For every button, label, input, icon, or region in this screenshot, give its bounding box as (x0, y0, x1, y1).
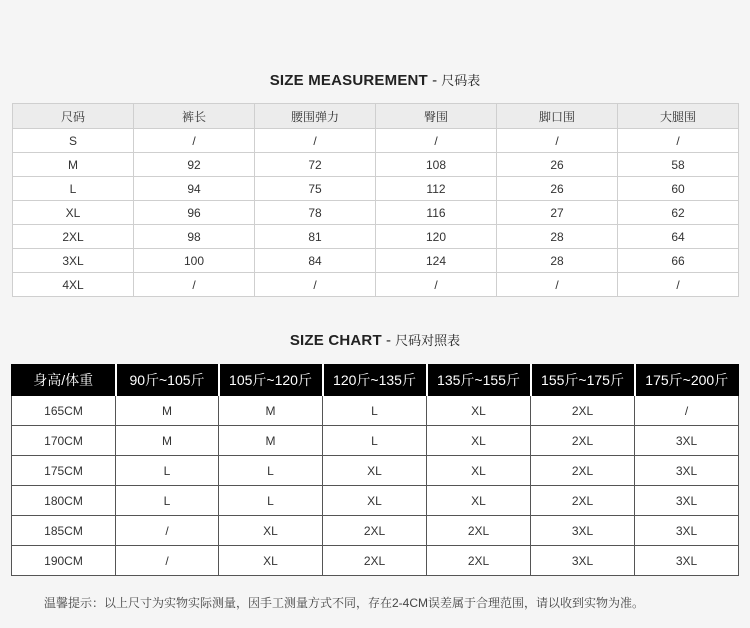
size-chart-cell: L (116, 486, 219, 516)
size-chart-row (12, 426, 739, 456)
measurement-cell: 112 (376, 177, 497, 201)
size-chart-cell: XL (427, 426, 531, 456)
size-chart-cell: 3XL (635, 456, 739, 486)
measurement-cell: 58 (618, 153, 739, 177)
chart-title-separator: - (381, 332, 396, 349)
size-chart-cell: XL (427, 486, 531, 516)
size-chart-row (12, 546, 739, 576)
size-chart-cell: XL (219, 516, 323, 546)
measurement-cell: 96 (134, 201, 255, 225)
measurement-cell: 26 (497, 153, 618, 177)
measurement-row (13, 153, 739, 177)
measurement-cell: 84 (255, 249, 376, 273)
measurement-cell-label: 3XL (13, 249, 134, 273)
chart-title-cn: 尺码对照表 (395, 333, 461, 348)
size-chart-cell: / (116, 546, 219, 576)
size-chart-cell: 3XL (531, 516, 635, 546)
measurement-cell: 81 (255, 225, 376, 249)
size-chart-cell: 2XL (427, 516, 531, 546)
measurement-title-cn: 尺码表 (441, 73, 481, 88)
size-chart-cell: L (323, 396, 427, 426)
size-chart-header-cell: 身高/体重 (12, 365, 116, 396)
measurement-cell: / (134, 129, 255, 153)
measurement-cell: 26 (497, 177, 618, 201)
size-chart-cell: 2XL (531, 456, 635, 486)
size-chart-cell: M (219, 396, 323, 426)
measurement-cell: 62 (618, 201, 739, 225)
measurement-cell: 27 (497, 201, 618, 225)
measurement-cell: / (618, 129, 739, 153)
measurement-row (13, 201, 739, 225)
measurement-title-en: SIZE MEASUREMENT (269, 72, 428, 89)
size-chart-cell: L (219, 486, 323, 516)
measurement-cell: 75 (255, 177, 376, 201)
size-chart-cell: XL (219, 546, 323, 576)
measurement-header-cell: 臀围 (376, 104, 497, 129)
size-chart-cell: 3XL (531, 546, 635, 576)
measurement-row (13, 249, 739, 273)
measurement-cell: / (376, 273, 497, 297)
measurement-header-cell: 大腿围 (618, 104, 739, 129)
size-chart-table (11, 364, 739, 576)
measurement-cell: / (618, 273, 739, 297)
measurement-cell: / (134, 273, 255, 297)
measurement-cell: 60 (618, 177, 739, 201)
size-chart-cell-label: 170CM (12, 426, 116, 456)
measurement-cell: / (497, 129, 618, 153)
measurement-cell: / (255, 129, 376, 153)
measurement-cell: 92 (134, 153, 255, 177)
size-chart-cell: 2XL (531, 426, 635, 456)
measurement-cell: 72 (255, 153, 376, 177)
size-chart-cell: 2XL (323, 516, 427, 546)
measurement-header-cell: 尺码 (13, 104, 134, 129)
size-chart-cell: 2XL (531, 396, 635, 426)
measurement-cell: 124 (376, 249, 497, 273)
size-chart-cell: L (323, 426, 427, 456)
chart-title (0, 330, 750, 349)
measurement-row (13, 129, 739, 153)
size-chart-cell: 3XL (635, 486, 739, 516)
measurement-cell-label: M (13, 153, 134, 177)
size-chart-cell: L (116, 456, 219, 486)
measurement-table (12, 103, 739, 297)
measurement-cell: 100 (134, 249, 255, 273)
size-chart-header-cell: 155斤~175斤 (531, 365, 635, 396)
size-chart-cell: 3XL (635, 546, 739, 576)
chart-title-en: SIZE CHART (289, 332, 382, 349)
measurement-cell: 120 (376, 225, 497, 249)
measurement-cell-label: XL (13, 201, 134, 225)
size-chart-cell: 3XL (635, 516, 739, 546)
size-chart-cell-label: 180CM (12, 486, 116, 516)
size-chart-cell-label: 185CM (12, 516, 116, 546)
measurement-header-cell: 裤长 (134, 104, 255, 129)
size-chart-header-cell: 105斤~120斤 (219, 365, 323, 396)
size-chart-header-row (12, 365, 739, 396)
size-chart-header-cell: 175斤~200斤 (635, 365, 739, 396)
size-chart-row (12, 396, 739, 426)
size-chart-header-cell: 120斤~135斤 (323, 365, 427, 396)
size-chart-row (12, 486, 739, 516)
size-chart-cell: 2XL (323, 546, 427, 576)
size-chart-row (12, 516, 739, 546)
size-chart-cell: / (635, 396, 739, 426)
size-chart-header-cell: 90斤~105斤 (116, 365, 219, 396)
size-chart-cell: M (116, 426, 219, 456)
size-chart-row (12, 456, 739, 486)
measurement-header-row (13, 104, 739, 129)
measurement-row (13, 273, 739, 297)
size-chart-cell-label: 190CM (12, 546, 116, 576)
measurement-cell: 108 (376, 153, 497, 177)
measurement-cell-label: S (13, 129, 134, 153)
measurement-header-cell: 腰围弹力 (255, 104, 376, 129)
measurement-cell: / (497, 273, 618, 297)
measurement-cell: 94 (134, 177, 255, 201)
measurement-cell: 98 (134, 225, 255, 249)
measurement-cell: 28 (497, 249, 618, 273)
measurement-cell: / (376, 129, 497, 153)
measurement-row (13, 177, 739, 201)
size-chart-cell: XL (427, 456, 531, 486)
measurement-cell-label: L (13, 177, 134, 201)
measurement-cell-label: 4XL (13, 273, 134, 297)
size-chart-header-cell: 135斤~155斤 (427, 365, 531, 396)
size-chart-cell: M (116, 396, 219, 426)
measurement-title-separator: - (427, 72, 442, 89)
measurement-cell: / (255, 273, 376, 297)
size-chart-cell-label: 165CM (12, 396, 116, 426)
size-chart-cell: M (219, 426, 323, 456)
size-chart-cell: 2XL (531, 486, 635, 516)
size-chart-cell: 3XL (635, 426, 739, 456)
measurement-cell: 64 (618, 225, 739, 249)
measurement-cell: 28 (497, 225, 618, 249)
size-chart-cell: / (116, 516, 219, 546)
size-chart-cell: XL (323, 486, 427, 516)
measurement-cell: 66 (618, 249, 739, 273)
size-chart-cell: XL (323, 456, 427, 486)
measurement-cell: 116 (376, 201, 497, 225)
size-chart-cell: L (219, 456, 323, 486)
measurement-cell: 78 (255, 201, 376, 225)
size-chart-cell: 2XL (427, 546, 531, 576)
measurement-title (0, 70, 750, 89)
size-chart-cell-label: 175CM (12, 456, 116, 486)
measurement-row (13, 225, 739, 249)
measurement-header-cell: 脚口围 (497, 104, 618, 129)
measurement-note: 温馨提示：以上尺寸为实物实际测量，因手工测量方式不同，存在2-4CM误差属于合理范围，请以收到实物为准。 (44, 596, 645, 610)
size-chart-cell: XL (427, 396, 531, 426)
measurement-cell-label: 2XL (13, 225, 134, 249)
